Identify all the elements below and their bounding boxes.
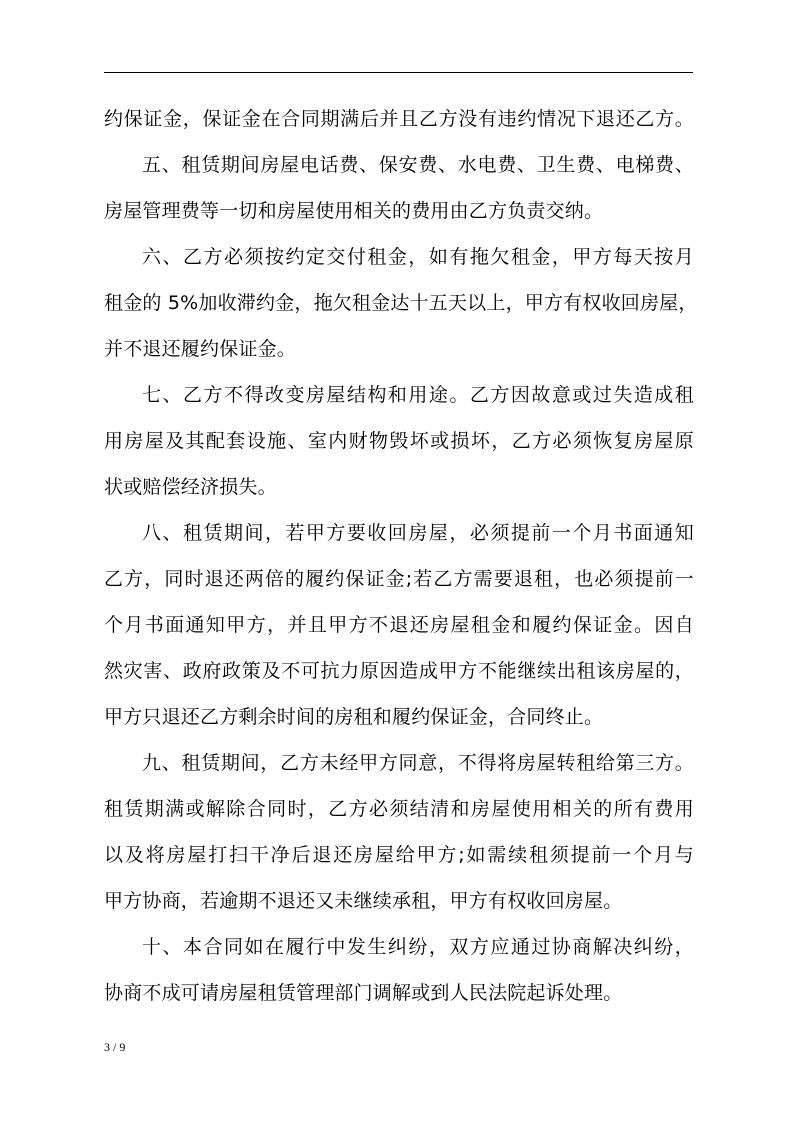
header-divider <box>104 72 693 73</box>
text-line: 以及将房屋打扫干净后退还房屋给甲方;如需续租须提前一个月与 <box>104 844 694 866</box>
page-number: 3 / 9 <box>104 1040 126 1054</box>
text-line: 状或赔偿经济损失。 <box>104 476 277 498</box>
text-line: 甲方协商，若逾期不退还又未继续承租，甲方有权收回房屋。 <box>104 890 623 912</box>
text-line: 协商不成可请房屋租赁管理部门调解或到人民法院起诉处理。 <box>104 982 623 1004</box>
text-line: 五、租赁期间房屋电话费、保安费、水电费、卫生费、电梯费、 <box>142 154 694 176</box>
text-line: 九、租赁期间，乙方未经甲方同意，不得将房屋转租给第三方。 <box>142 752 694 774</box>
contract-body <box>104 96 698 1016</box>
text-line: 用房屋及其配套设施、室内财物毁坏或损坏，乙方必须恢复房屋原 <box>104 430 694 452</box>
text-line: 六、乙方必须按约定交付租金，如有拖欠租金，甲方每天按月 <box>142 246 694 268</box>
text-line: 房屋管理费等一切和房屋使用相关的费用由乙方负责交纳。 <box>104 200 604 222</box>
text-line: 个月书面通知甲方，并且甲方不退还房屋租金和履约保证金。因自 <box>104 614 694 636</box>
text-line: 乙方，同时退还两倍的履约保证金;若乙方需要退租，也必须提前一 <box>104 568 694 590</box>
text-line: 然灾害、政府政策及不可抗力原因造成甲方不能继续出租该房屋的， <box>104 660 694 682</box>
text-line: 甲方只退还乙方剩余时间的房租和履约保证金，合同终止。 <box>104 706 604 728</box>
text-line: 租赁期满或解除合同时，乙方必须结清和房屋使用相关的所有费用 <box>104 798 694 820</box>
text-line: 十、本合同如在履行中发生纠纷，双方应通过协商解决纠纷， <box>142 936 694 958</box>
text-line: 八、租赁期间，若甲方要收回房屋，必须提前一个月书面通知 <box>142 522 694 544</box>
text-line: 约保证金，保证金在合同期满后并且乙方没有违约情况下退还乙方。 <box>104 108 694 130</box>
text-line: 租金的 5%加收滞约金，拖欠租金达十五天以上，甲方有权收回房屋， <box>104 292 698 314</box>
text-line: 并不退还履约保证金。 <box>104 338 297 360</box>
text-line: 七、乙方不得改变房屋结构和用途。乙方因故意或过失造成租 <box>142 384 694 406</box>
